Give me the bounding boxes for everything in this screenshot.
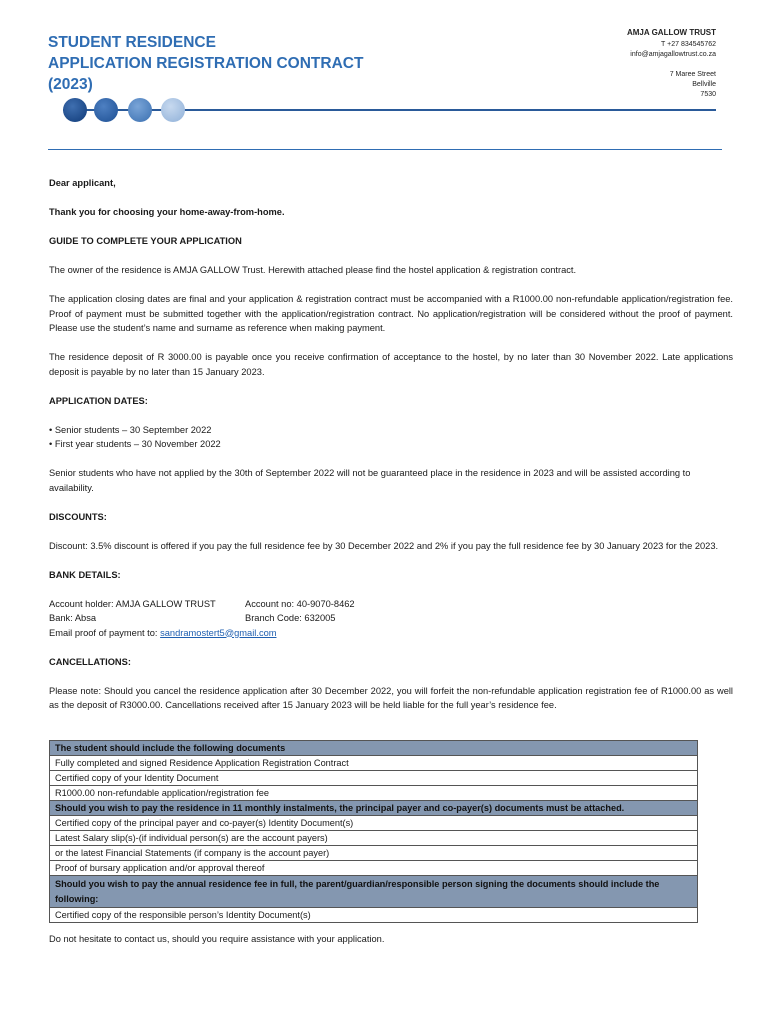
table-row bbox=[50, 908, 698, 923]
branch-code: Branch Code: 632005 bbox=[245, 613, 336, 623]
table-cell: The student should include the following documents bbox=[50, 741, 698, 756]
table-row bbox=[50, 861, 698, 876]
table-cell: R1000.00 non-refundable application/registration fee bbox=[50, 786, 698, 801]
table-cell: Certified copy of your Identity Document bbox=[50, 771, 698, 786]
org-address-street: 7 Maree Street bbox=[669, 71, 716, 78]
table-row bbox=[50, 831, 698, 846]
table-section-header bbox=[50, 741, 698, 756]
table-row bbox=[50, 771, 698, 786]
senior-date-item: • Senior students – 30 September 2022 bbox=[49, 424, 212, 435]
first-year-date-item: • First year students – 30 November 2022 bbox=[49, 439, 221, 449]
thanks-line: Thank you for choosing your home-away-from-home. bbox=[49, 207, 285, 217]
org-email: info@amjagallowtrust.co.za bbox=[630, 51, 716, 58]
guide-heading: GUIDE TO COMPLETE YOUR APPLICATION bbox=[49, 236, 242, 246]
deposit-paragraph: The residence deposit of R 3000.00 is payable once you receive confirmation of acceptance to the hostel, by no later than 30 November 2022. Late applications deposit is payable by no later than 15 January 2023. bbox=[49, 352, 733, 377]
title-line-2: APPLICATION REGISTRATION CONTRACT bbox=[48, 55, 364, 72]
table-cell: Certified copy of the principal payer and co-payer(s) Identity Document(s) bbox=[50, 816, 698, 831]
email-label: Email proof of payment to: bbox=[49, 627, 161, 638]
required-documents-table bbox=[49, 740, 698, 923]
org-name: AMJA GALLOW TRUST bbox=[626, 28, 716, 37]
table-cell: Fully completed and signed Residence Application Registration Contract bbox=[50, 756, 698, 771]
cancellations-heading: CANCELLATIONS: bbox=[49, 656, 131, 667]
account-holder: Account holder: AMJA GALLOW TRUST bbox=[49, 598, 216, 609]
greeting: Dear applicant, bbox=[49, 178, 116, 188]
table-cell: Certified copy of the responsible person’s Identity Document(s) bbox=[50, 908, 698, 923]
title-line-3: (2023) bbox=[48, 76, 93, 93]
org-address-city: Bellville bbox=[692, 81, 716, 88]
title-line-1: STUDENT RESIDENCE bbox=[48, 34, 216, 51]
bank-name: Bank: Absa bbox=[49, 613, 97, 623]
table-cell: Proof of bursary application and/or approval thereof bbox=[50, 861, 698, 876]
org-phone: T +27 834545762 bbox=[661, 41, 716, 48]
account-number: Account no: 40-9070-8462 bbox=[245, 598, 355, 609]
table-row bbox=[50, 846, 698, 861]
header-divider bbox=[48, 149, 722, 150]
footer-note: Do not hesitate to contact us, should you require assistance with your application. bbox=[49, 934, 385, 944]
bank-details bbox=[49, 597, 733, 626]
table-row bbox=[50, 786, 698, 801]
discount-paragraph: Discount: 3.5% discount is offered if you pay the full residence fee by 30 December 2022 and 2% if you pay the full residence fee by 30 January 2023 for the 2023. bbox=[49, 540, 719, 551]
table-section-header bbox=[50, 876, 698, 908]
dot-icon bbox=[128, 98, 152, 122]
org-address-code: 7530 bbox=[700, 91, 716, 98]
table-section-header bbox=[50, 801, 698, 816]
table-row bbox=[50, 816, 698, 831]
bank-details-heading: BANK DETAILS: bbox=[49, 569, 121, 580]
cancellation-paragraph: Please note: Should you cancel the residence application after 30 December 2022, you will forfeit the non-refundable application registration fee of R1000.00 as well as the deposit of R3000.00. Cancellations received after 15 January 2023 will be held liable for the full year’s residence fee. bbox=[49, 685, 733, 710]
letter-body bbox=[49, 176, 733, 713]
decorative-dots-banner bbox=[63, 98, 723, 124]
table-cell: Latest Salary slip(s)-(if individual person(s) are the account payers) bbox=[50, 831, 698, 846]
owner-paragraph: The owner of the residence is AMJA GALLOW Trust. Herewith attached please find the hostel application & registration contract. bbox=[49, 265, 577, 275]
document-title bbox=[48, 32, 363, 95]
dot-icon bbox=[161, 98, 185, 122]
table-cell: or the latest Financial Statements (if company is the account payer) bbox=[50, 846, 698, 861]
org-contact-block bbox=[627, 28, 716, 100]
application-dates-heading: APPLICATION DATES: bbox=[49, 395, 148, 406]
table-cell: Should you wish to pay the annual residence fee in full, the parent/guardian/responsible person signing the documents should include the following: bbox=[50, 876, 698, 908]
table-cell: Should you wish to pay the residence in 11 monthly instalments, the principal payer and co-payer(s) documents must be attached. bbox=[50, 801, 698, 816]
senior-students-paragraph: Senior students who have not applied by the 30th of September 2022 will not be guaranteed place in the residence in 2023 and will be assisted according to availability. bbox=[49, 468, 691, 493]
dot-icon bbox=[63, 98, 87, 122]
table-row bbox=[50, 756, 698, 771]
email-link[interactable]: sandramostert5@gmail.com bbox=[160, 627, 277, 638]
closing-dates-paragraph: The application closing dates are final and your application & registration contract must be accompanied with a R1000.00 non-refundable application/registration fee. Proof of payment must be submitted together with the application/registration contract. No application/registration will be considered without the proof of payment. Please use the student’s name and surname as reference when making payment. bbox=[49, 294, 733, 333]
email-proof-line bbox=[49, 626, 733, 641]
dot-icon bbox=[94, 98, 118, 122]
discounts-heading: DISCOUNTS: bbox=[49, 511, 107, 522]
